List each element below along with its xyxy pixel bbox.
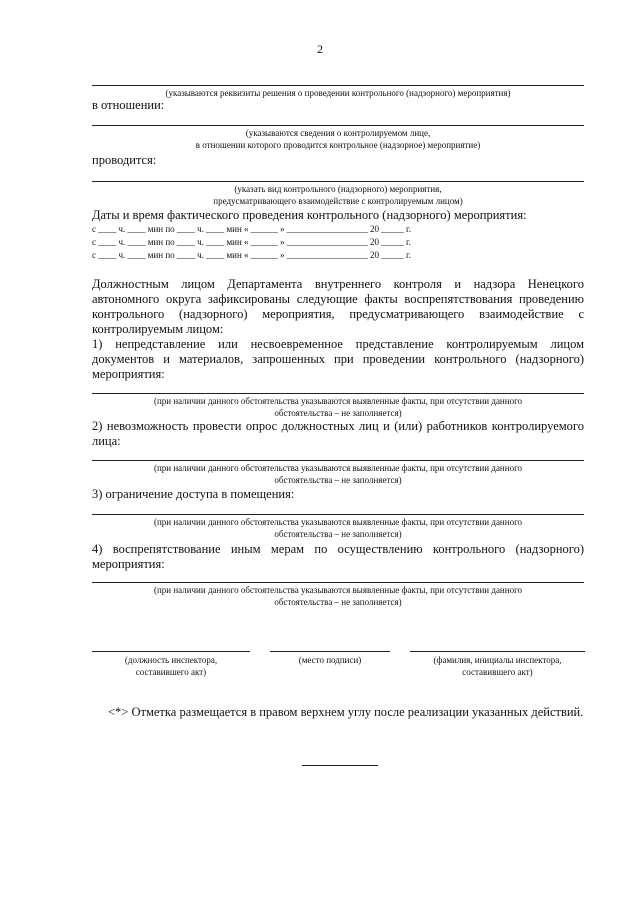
facts-note-1: (при наличии данного обстоятельства указываются выявленные факты, при отсутствии данного (153, 517, 523, 527)
signature-place-caption: (место подписи) (298, 655, 362, 665)
event-type-note-1: (указать вид контрольного (надзорного) мероприятия, (234, 184, 442, 194)
facts-note-1: (при наличии данного обстоятельства указываются выявленные факты, при отсутствии данного (153, 463, 523, 473)
facts-note-1: (при наличии данного обстоятельства указываются выявленные факты, при отсутствии данного (153, 396, 523, 406)
officials-text-line-3: контрольного (надзорного) мероприятия, предусматривающего взаимодействие с (92, 307, 584, 321)
event-type-note-2: предусматривающего взаимодействие с контролируемым лицом) (213, 196, 463, 206)
page-number: 2 (317, 42, 323, 56)
item-3-fill-line (92, 514, 584, 515)
controlled-person-fill-line (92, 125, 584, 126)
facts-note-2: обстоятельства – не заполняется) (274, 475, 402, 485)
facts-note-2: обстоятельства – не заполняется) (274, 408, 402, 418)
item-4-line-2: мероприятия: (92, 557, 165, 571)
event-type-fill-line (92, 181, 584, 182)
item-2-line-1: 2) невозможность провести опрос должностных лиц и (или) работников контролируемого (92, 419, 584, 433)
signature-position-caption-2: составившего акт) (135, 667, 207, 677)
signature-position-caption-1: (должность инспектора, (124, 655, 218, 665)
item-1-line-1: 1) непредставление или несвоевременное представление контролируемым лицом (92, 337, 584, 351)
item-4-line-1: 4) воспрепятствование иным мерам по осуществлению контрольного (надзорного) (92, 542, 584, 556)
facts-note-2: обстоятельства – не заполняется) (274, 529, 402, 539)
facts-note-1: (при наличии данного обстоятельства указываются выявленные факты, при отсутствии данного (153, 585, 523, 595)
officials-text-line-2: автономного округа зафиксированы следующие факты воспрепятствования проведению (92, 292, 584, 306)
controlled-person-note-2: в отношении которого проводится контрольное (надзорное) мероприятие) (195, 140, 481, 150)
decision-fill-line (92, 85, 584, 86)
regarding-label: в отношении: (92, 98, 165, 112)
signature-name-line (410, 651, 585, 652)
item-1-fill-line (92, 393, 584, 394)
signature-position-line (92, 651, 250, 652)
officials-text-line-4: контролируемым лицом: (92, 322, 224, 336)
footnote: <*> Отметка размещается в правом верхнем углу после реализации указанных действий. (108, 705, 584, 719)
dates-heading: Даты и время фактического проведения контрольного (надзорного) мероприятия: (92, 208, 527, 222)
date-row: с ____ ч. ____ мин по ____ ч. ____ мин « ______ » __________________ 20 _____ г. (92, 237, 411, 247)
date-row: с ____ ч. ____ мин по ____ ч. ____ мин « ______ » __________________ 20 _____ г. (92, 250, 411, 260)
end-divider (302, 765, 378, 766)
date-row: с ____ ч. ____ мин по ____ ч. ____ мин « ______ » __________________ 20 _____ г. (92, 224, 411, 234)
signature-name-caption-1: (фамилия, инициалы инспектора, (433, 655, 562, 665)
item-4-fill-line (92, 582, 584, 583)
conducted-label: проводится: (92, 153, 157, 167)
signature-place-line (270, 651, 390, 652)
signature-name-caption-2: составившего акт) (462, 667, 533, 677)
facts-note-2: обстоятельства – не заполняется) (274, 597, 402, 607)
item-2-line-2: лица: (92, 434, 121, 448)
decision-note: (указываются реквизиты решения о проведении контрольного (надзорного) мероприятия) (165, 88, 511, 98)
item-2-fill-line (92, 460, 584, 461)
item-3-line-1: 3) ограничение доступа в помещения: (92, 487, 295, 501)
officials-text-line-1: Должностным лицом Департамента внутреннего контроля и надзора Ненецкого (92, 277, 584, 291)
item-1-line-3: мероприятия: (92, 367, 165, 381)
controlled-person-note-1: (указываются сведения о контролируемом лице, (245, 128, 431, 138)
item-1-line-2: документов и материалов, запрошенных при проведении контрольного (надзорного) (92, 352, 584, 366)
